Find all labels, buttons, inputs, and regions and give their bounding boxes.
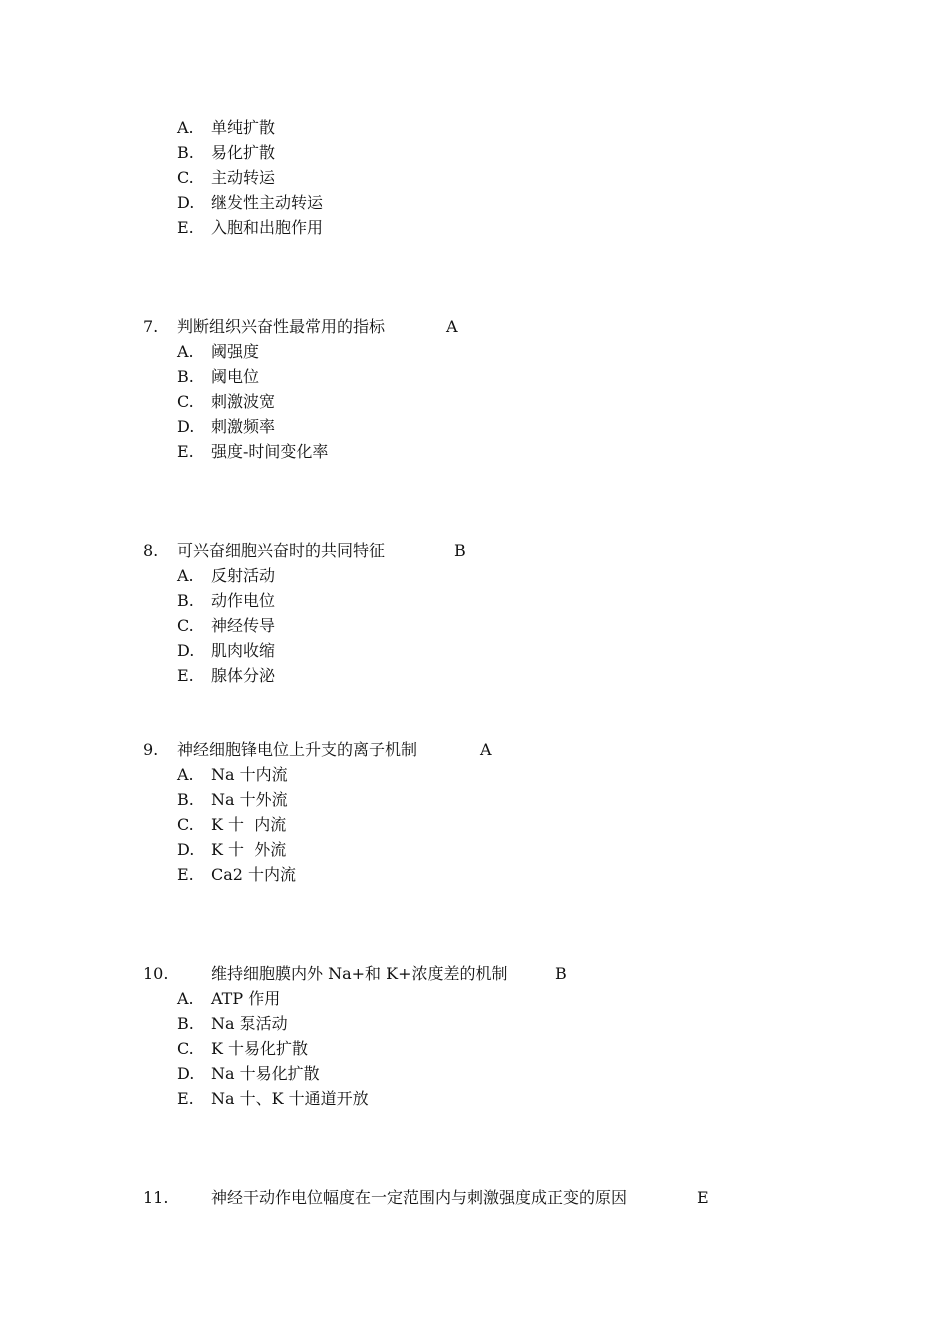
question-number: 9. bbox=[143, 740, 159, 759]
question-text: 可兴奋细胞兴奋时的共同特征 bbox=[177, 541, 386, 560]
question-text: 神经干动作电位幅度在一定范围内与刺激强度成正变的原因 bbox=[211, 1188, 628, 1207]
question-number: 10. bbox=[143, 964, 169, 983]
answer-key: E bbox=[697, 1188, 709, 1207]
question-number: 7. bbox=[143, 317, 159, 336]
question-number: 11. bbox=[143, 1188, 169, 1207]
question-text: 神经细胞锋电位上升支的离子机制 bbox=[177, 740, 418, 759]
question-number: 8. bbox=[143, 541, 159, 560]
question-text: 维持细胞膜内外 Na+和 K+浓度差的机制 bbox=[211, 964, 508, 983]
answer-key: B bbox=[555, 964, 567, 983]
question-text: 判断组织兴奋性最常用的指标 bbox=[177, 317, 386, 336]
answer-key: A bbox=[480, 740, 492, 759]
answer-key: B bbox=[454, 541, 466, 560]
answer-key: A bbox=[446, 317, 458, 336]
